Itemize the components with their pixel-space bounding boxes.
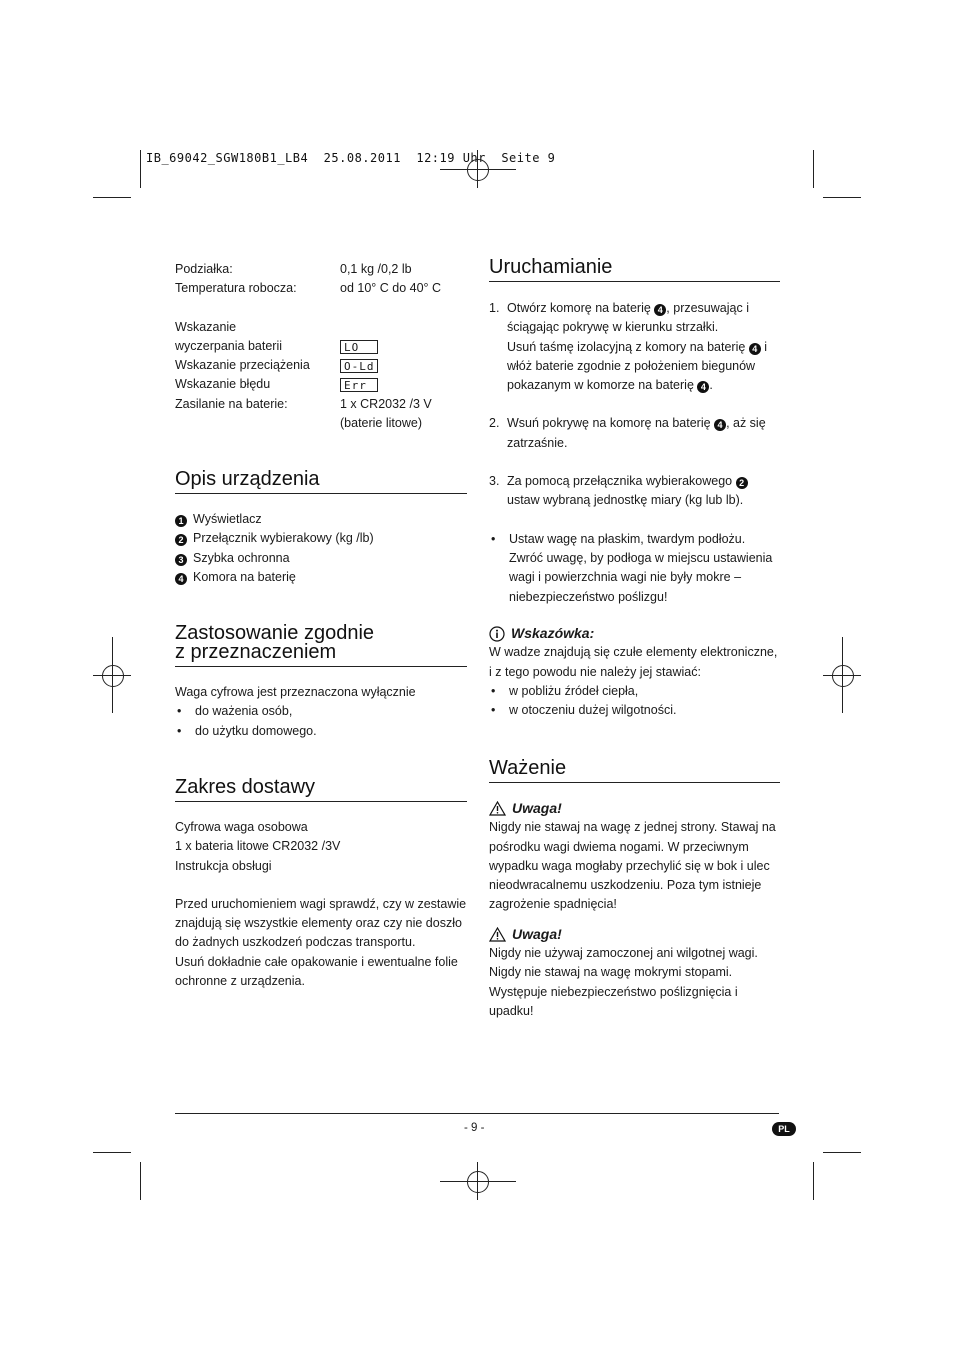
list-item: 4 Komora na baterię xyxy=(175,568,467,587)
warning-title: Uwaga! xyxy=(512,800,562,816)
spec-row: Temperatura robocza: od 10° C do 40° C xyxy=(175,281,442,296)
indicator-row: Wskazanie błędu Err xyxy=(175,375,467,394)
section-opis xyxy=(175,469,467,587)
step-2: 2. Wsuń pokrywę na komorę na baterię 4 , aż się zatrzaśnie. xyxy=(489,416,766,450)
note-title: Wskazówka: xyxy=(511,625,595,641)
indicator-row: Wskazanie przeciążenia O-Ld xyxy=(175,356,467,375)
lcd-low-battery: LO xyxy=(340,340,378,354)
spec-list xyxy=(175,260,467,433)
indicator-row: wyczerpania baterii LO xyxy=(175,337,467,356)
section-uruchamianie xyxy=(489,257,780,607)
info-icon xyxy=(489,626,505,642)
list-item: • w otoczeniu dużej wilgotności. xyxy=(491,703,677,718)
section-zakres: Zakres dostawy Cyfrowa waga osobowa 1 x bateria litowe CR2032 /3V Instrukcja obsługi Przed uruchomieniem wagi sprawdź, czy w zestawie znajdują się wszystkie elementy oraz czy nie doszło do żadnych uszkodzeń podczas transportu. Usuń dokładnie całe opakowanie i ewentualne folie ochronne z urządzenia. xyxy=(175,776,467,989)
list-item: • do ważenia osób, xyxy=(177,704,293,719)
page-number: - 9 - xyxy=(464,1122,485,1134)
section-title: Zastosowanie zgodnie z przeznaczeniem xyxy=(175,624,467,667)
section-zastosowanie: Zastosowanie zgodnie z przeznaczeniem Waga cyfrowa jest przeznaczona wyłącznie • do ważenia osób, • do użytku domowego. xyxy=(175,624,467,741)
section-title: Zakres dostawy xyxy=(175,777,467,802)
print-slug: IB_69042_SGW180B1_LB4 25.08.2011 12:19 Uhr Seite 9 xyxy=(146,151,556,165)
step-3: 3. Za pomocą przełącznika wybierakowego 2 ustaw wybraną jednostkę miary (kg lub lb). xyxy=(489,472,780,511)
warning-icon xyxy=(489,927,506,942)
list-item: 1 Wyświetlacz xyxy=(175,510,467,529)
section-title: Ważenie xyxy=(489,758,780,783)
language-badge: PL xyxy=(772,1122,796,1136)
list-item: • do użytku domowego. xyxy=(177,723,317,738)
warning-title: Uwaga! xyxy=(512,925,562,942)
list-item: • w pobliżu źródeł ciepła, xyxy=(491,683,639,698)
lcd-error: Err xyxy=(340,378,378,392)
section-wazenie: Ważenie Uwaga! Nigdy nie stawaj na wagę z jednej strony. Stawaj na pośrodku wagi dwiema nogami. W przeciwnym wypadku waga mogłaby przechylić się w bok i ulec nieodwracalnemu uszkodzeniu. Poza tym istnieje zagrożenie spadnięcia! Uwaga! Nigdy nie używaj zamoczonej ani wilgotnej wagi. Nigdy nie stawaj na wagę mokrymi stopami. Występuje niebezpieczeństwo poślizgnięcia i upadku! xyxy=(489,758,780,1021)
list-item: • Ustaw wagę na płaskim, twardym podłożu. Zwróć uwagę, by podłoga w miejscu ustawienia wagi i powierzchnia wagi nie były mokre – niebezpieczeństwo poślizgu! xyxy=(491,531,773,604)
lcd-overload: O-Ld xyxy=(340,359,378,373)
spec-row: Podziałka: 0,1 kg /0,2 lb xyxy=(175,262,412,276)
indicator-heading: Wskazanie xyxy=(175,319,237,334)
warning-icon xyxy=(489,801,506,816)
power-row: Zasilanie na baterie: 1 x CR2032 /3 V (baterie litowe) xyxy=(175,396,432,431)
list-item: 3 Szybka ochronna xyxy=(175,549,467,568)
section-title: Opis urządzenia xyxy=(175,469,467,494)
footer-rule xyxy=(175,1113,779,1114)
list-item: 2 Przełącznik wybierakowy (kg /lb) xyxy=(175,529,467,548)
step-1: 1. Otwórz komorę na baterię 4 , przesuwając i ściągając pokrywę w kierunku strzałki. Usuń taśmę izolacyjną z komory na baterię 4 i włóż baterie zgodnie z położeniem biegunów pokazanym w komorze na baterię 4 . xyxy=(489,301,768,393)
section-title: Uruchamianie xyxy=(489,257,780,282)
section-wskazowka: Wskazówka: W wadze znajdują się czułe elementy elektroniczne, i z tego powodu nie należy jej stawiać: • w pobliżu źródeł ciepła, • w otoczeniu dużej wilgotności. xyxy=(489,624,780,720)
